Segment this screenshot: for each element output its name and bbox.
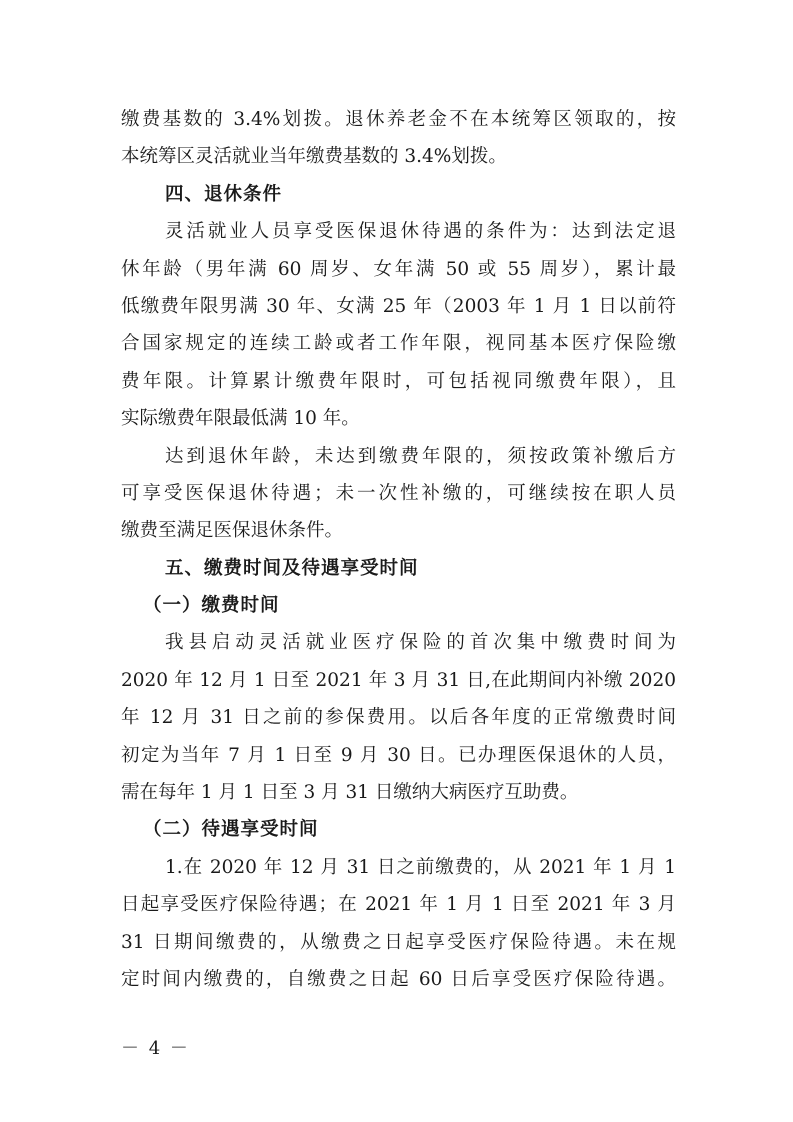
text-line: 日起享受医疗保险待遇；在 2021 年 1 月 1 日至 2021 年 3 月 (121, 894, 676, 916)
text-line: 低缴费年限男满 30 年、女满 25 年（2003 年 1 月 1 日以前符 (121, 295, 676, 317)
text-line: 本统筹区灵活就业当年缴费基数的 3.4%划拨。 (121, 146, 507, 168)
text-line: 年 12 月 31 日之前的参保费用。以后各年度的正常缴费时间 (121, 707, 676, 729)
text-line: 1.在 2020 年 12 月 31 日之前缴费的，从 2021 年 1 月 1 (165, 856, 676, 878)
text-line: 合国家规定的连续工龄或者工作年限，视同基本医疗保险缴 (121, 333, 676, 355)
text-line: 2020 年 12 月 1 日至 2021 年 3 月 31 日,在此期间内补缴 2020 (121, 669, 676, 691)
text-line: 初定为当年 7 月 1 日至 9 月 30 日。已办理医保退休的人员， (121, 744, 676, 766)
page-body (121, 101, 676, 998)
subsection-heading-text: （一）缴费时间 (143, 595, 280, 617)
page-number: － 4 － (121, 1038, 190, 1059)
section-heading: 四、退休条件 (165, 183, 283, 205)
subsection-heading (121, 587, 676, 624)
text-line: 休年龄（男年满 60 周岁、女年满 50 或 55 周岁），累计最 (121, 258, 676, 280)
text-line: 31 日期间缴费的，从缴费之日起享受医疗保险待遇。未在规 (121, 931, 676, 953)
text-line: 实际缴费年限最低满 10 年。 (121, 408, 360, 430)
text-line: 可享受医保退休待遇；未一次性补缴的，可继续按在职人员 (121, 482, 676, 504)
subsection-heading-text: （二）待遇享受时间 (143, 819, 319, 841)
text-line: 定时间内缴费的，自缴费之日起 60 日后享受医疗保险待遇。 (121, 968, 676, 990)
text-line: 缴费至满足医保退休条件。 (121, 520, 344, 542)
text-line: 达到退休年龄，未达到缴费年限的，须按政策补缴后方 (165, 445, 676, 467)
text-line: 我县启动灵活就业医疗保险的首次集中缴费时间为 (165, 632, 676, 654)
text-line: 缴费基数的 3.4%划拨。退休养老金不在本统筹区领取的，按 (121, 109, 676, 130)
section-heading: 五、缴费时间及待遇享受时间 (165, 557, 419, 579)
text-line: 需在每年 1 月 1 日至 3 月 31 日缴纳大病医疗互助费。 (121, 782, 579, 804)
text-line: 灵活就业人员享受医保退休待遇的条件为：达到法定退 (165, 221, 676, 243)
text-line: 费年限。计算累计缴费年限时，可包括视同缴费年限），且 (121, 370, 676, 392)
subsection-heading (121, 811, 676, 848)
